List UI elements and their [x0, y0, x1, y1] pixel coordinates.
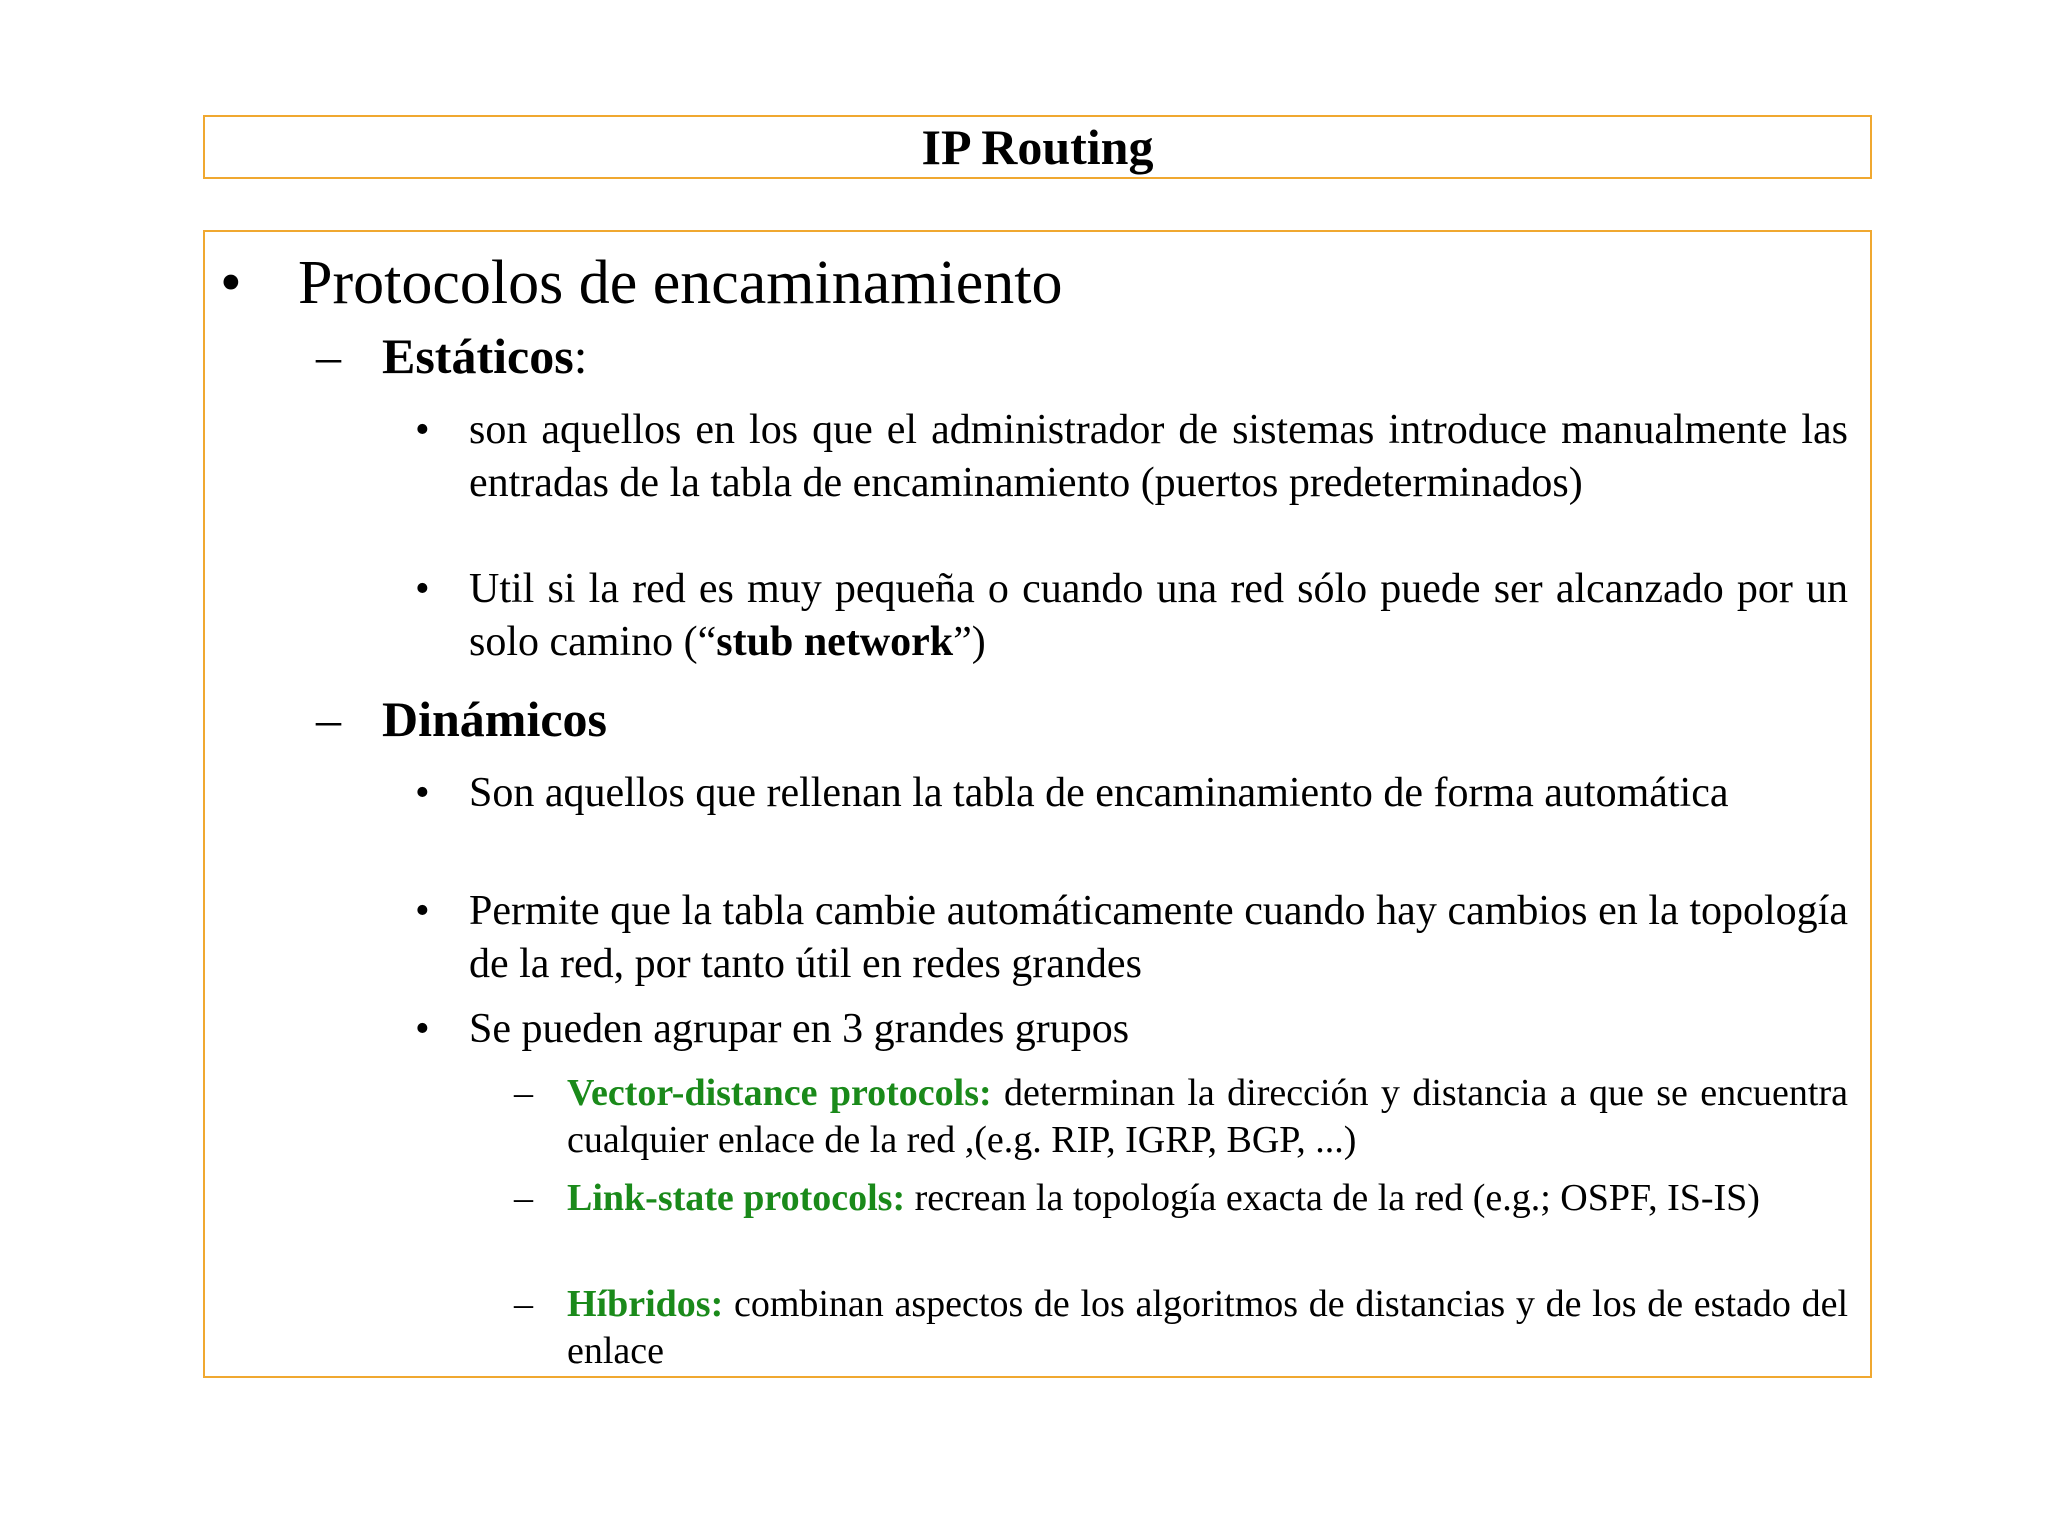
group-name: Híbridos:	[567, 1283, 724, 1325]
list-item-text	[415, 563, 1848, 669]
group-name: Vector-distance protocols:	[567, 1072, 992, 1114]
group-description: combinan aspectos de los algoritmos de distancias y de los de estado del enlace	[567, 1283, 1848, 1372]
list-item-text: son aquellos en los que el administrador de sistemas introduce manualmente las entradas de la tabla de encaminamiento (puertos predeterminados)	[469, 407, 1848, 506]
list-item	[415, 885, 1848, 991]
group-text	[514, 1175, 1848, 1222]
bullet-marker: •	[415, 770, 430, 816]
list-item	[415, 767, 1848, 820]
group-item	[514, 1281, 1848, 1375]
list-item-text: Se pueden agrupar en 3 grandes grupos	[469, 1006, 1130, 1052]
stub-suffix: ”)	[953, 619, 986, 665]
group-description: determinan la dirección y distancia a que se encuentra cualquier enlace de la red ,(e.g. RIP, IGRP, BGP, ...)	[567, 1072, 1848, 1161]
group-description: recrean la topología exacta de la red (e.g.; OSPF, IS-IS)	[905, 1177, 1760, 1219]
heading-item	[220, 246, 1845, 320]
group-item	[514, 1070, 1848, 1164]
dash-marker: –	[514, 1283, 533, 1325]
bullet-marker: •	[415, 566, 430, 612]
stub-network-term: stub network	[716, 619, 954, 665]
group-name: Link-state protocols:	[567, 1177, 906, 1219]
group-text	[514, 1070, 1848, 1164]
bullet-marker: •	[415, 407, 430, 453]
list-item	[415, 1003, 1848, 1056]
group-item	[514, 1175, 1848, 1222]
estaticos-colon: :	[573, 328, 588, 384]
bullet-marker: •	[220, 249, 242, 317]
list-item-text: Permite que la tabla cambie automáticamente cuando hay cambios en la topología de la red, por tanto útil en redes grandes	[469, 888, 1848, 987]
content-box	[203, 230, 1872, 1378]
page-title: IP Routing	[921, 119, 1154, 175]
dash-marker: –	[514, 1072, 533, 1114]
dash-marker: –	[316, 328, 341, 384]
group-text	[514, 1281, 1848, 1375]
stub-prefix: Util si la red es muy pequeña o cuando una red sólo puede ser alcanzado por un solo camino (“	[469, 566, 1848, 665]
list-item	[415, 563, 1848, 669]
title-box	[203, 115, 1872, 179]
bullet-marker: •	[415, 888, 430, 934]
bullet-marker: •	[415, 1006, 430, 1052]
estaticos-label: Estáticos	[382, 328, 574, 384]
dash-marker: –	[514, 1177, 533, 1219]
list-item	[415, 404, 1848, 510]
dinamicos-item	[316, 689, 1845, 749]
dash-marker: –	[316, 691, 341, 747]
estaticos-item	[316, 326, 1845, 386]
estaticos-heading	[316, 326, 1845, 386]
list-item-text: Son aquellos que rellenan la tabla de encaminamiento de forma automática	[469, 770, 1729, 816]
dinamicos-label: Dinámicos	[382, 691, 607, 747]
heading-text: Protocolos de encaminamiento	[298, 249, 1063, 317]
